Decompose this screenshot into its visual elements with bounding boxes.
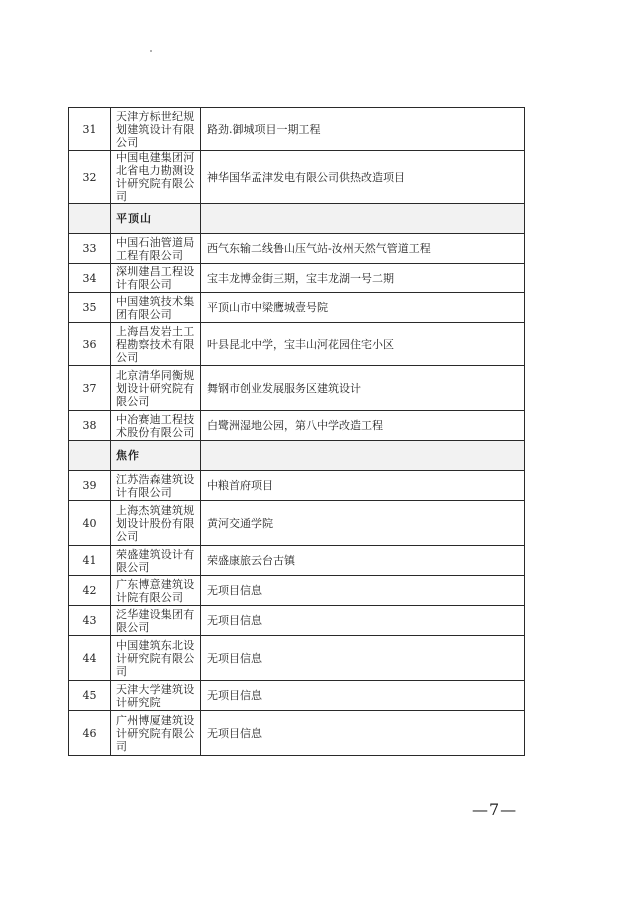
table-row xyxy=(69,711,525,756)
company-name: 广东博意建筑设计院有限公司 xyxy=(111,576,201,606)
project-name: 西气东输二线鲁山压气站-汝州天然气管道工程 xyxy=(201,234,525,264)
company-name: 江苏浩森建筑设计有限公司 xyxy=(111,471,201,501)
company-name: 上海杰筑建筑规划设计股份有限公司 xyxy=(111,501,201,546)
row-index: 37 xyxy=(69,366,111,411)
company-name: 中国建筑东北设计研究院有限公司 xyxy=(111,636,201,681)
row-index: 40 xyxy=(69,501,111,546)
company-name: 天津大学建筑设计研究院 xyxy=(111,681,201,711)
project-name: 无项目信息 xyxy=(201,711,525,756)
row-index: 36 xyxy=(69,323,111,366)
table-row xyxy=(69,323,525,366)
scan-speck xyxy=(150,50,152,52)
row-index: 41 xyxy=(69,546,111,576)
project-name: 叶县昆北中学，宝丰山河花园住宅小区 xyxy=(201,323,525,366)
section-index-cell xyxy=(69,441,111,471)
row-index: 46 xyxy=(69,711,111,756)
row-index: 43 xyxy=(69,606,111,636)
table-row xyxy=(69,234,525,264)
project-name: 平顶山市中梁鹰城壹号院 xyxy=(201,293,525,323)
company-name: 中冶赛迪工程技术股份有限公司 xyxy=(111,411,201,441)
row-index: 44 xyxy=(69,636,111,681)
table-row xyxy=(69,151,525,204)
table-row xyxy=(69,636,525,681)
project-name: 舞钢市创业发展服务区建筑设计 xyxy=(201,366,525,411)
section-project-cell xyxy=(201,204,525,234)
company-name: 中国建筑技术集团有限公司 xyxy=(111,293,201,323)
company-name: 泛华建设集团有限公司 xyxy=(111,606,201,636)
company-name: 荣盛建筑设计有限公司 xyxy=(111,546,201,576)
project-name: 黄河交通学院 xyxy=(201,501,525,546)
project-name: 神华国华孟津发电有限公司供热改造项目 xyxy=(201,151,525,204)
table-row xyxy=(69,264,525,293)
project-name: 无项目信息 xyxy=(201,636,525,681)
section-row xyxy=(69,441,525,471)
company-name: 中国石油管道局工程有限公司 xyxy=(111,234,201,264)
table-row xyxy=(69,681,525,711)
row-index: 32 xyxy=(69,151,111,204)
project-name: 宝丰龙博金街三期，宝丰龙湖一号二期 xyxy=(201,264,525,293)
project-name: 路劲.御城项目一期工程 xyxy=(201,108,525,151)
row-index: 35 xyxy=(69,293,111,323)
project-name: 无项目信息 xyxy=(201,576,525,606)
company-name: 北京清华同衡规划设计研究院有限公司 xyxy=(111,366,201,411)
project-name: 无项目信息 xyxy=(201,606,525,636)
page-number: —7— xyxy=(472,800,518,819)
section-index-cell xyxy=(69,204,111,234)
table-row xyxy=(69,366,525,411)
row-index: 31 xyxy=(69,108,111,151)
row-index: 33 xyxy=(69,234,111,264)
table-row xyxy=(69,501,525,546)
table-row xyxy=(69,576,525,606)
section-label: 平顶山 xyxy=(111,204,201,234)
company-name: 中国电建集团河北省电力勘测设计研究院有限公司 xyxy=(111,151,201,204)
project-name: 中粮首府项目 xyxy=(201,471,525,501)
row-index: 38 xyxy=(69,411,111,441)
row-index: 34 xyxy=(69,264,111,293)
company-project-table xyxy=(68,107,525,756)
row-index: 42 xyxy=(69,576,111,606)
table-body xyxy=(69,108,525,756)
table-row xyxy=(69,606,525,636)
table-row xyxy=(69,293,525,323)
section-project-cell xyxy=(201,441,525,471)
company-name: 上海昌发岩土工程勘察技术有限公司 xyxy=(111,323,201,366)
company-name: 广州博厦建筑设计研究院有限公司 xyxy=(111,711,201,756)
row-index: 45 xyxy=(69,681,111,711)
table-row xyxy=(69,471,525,501)
project-name: 白鹭洲湿地公园，第八中学改造工程 xyxy=(201,411,525,441)
project-name: 荣盛康旅云台古镇 xyxy=(201,546,525,576)
table-row xyxy=(69,108,525,151)
section-row xyxy=(69,204,525,234)
company-name: 天津方标世纪规划建筑设计有限公司 xyxy=(111,108,201,151)
row-index: 39 xyxy=(69,471,111,501)
section-label: 焦作 xyxy=(111,441,201,471)
company-name: 深圳建昌工程设计有限公司 xyxy=(111,264,201,293)
project-name: 无项目信息 xyxy=(201,681,525,711)
table-row xyxy=(69,411,525,441)
table-row xyxy=(69,546,525,576)
